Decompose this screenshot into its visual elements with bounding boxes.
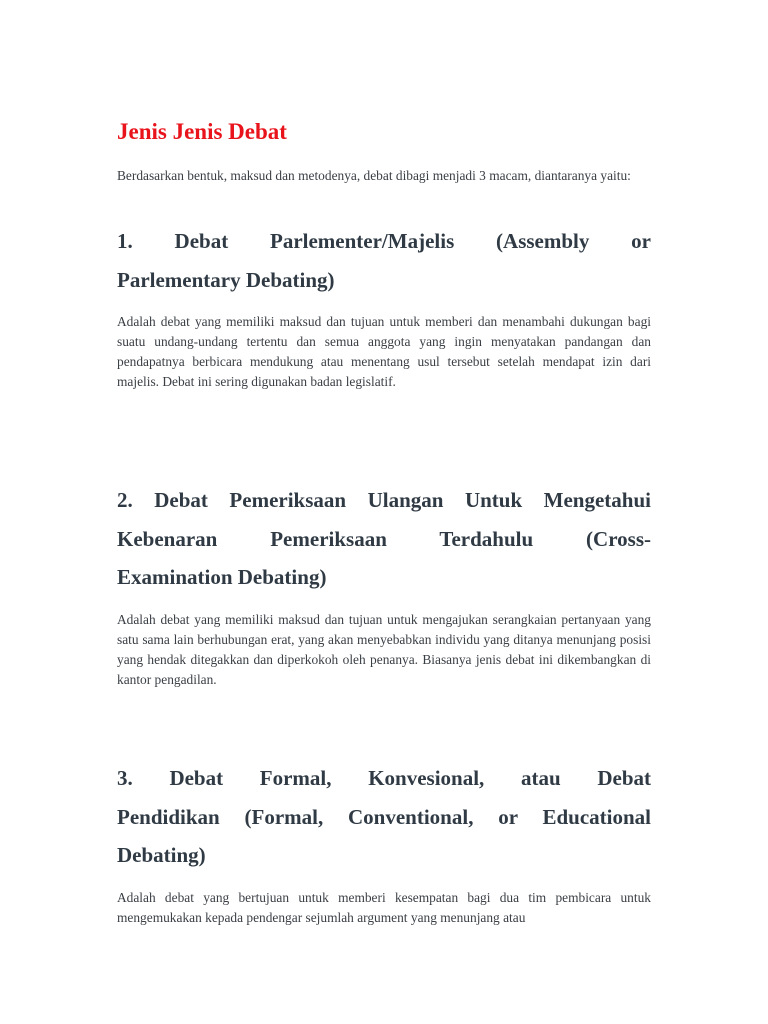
section-1-heading-text-1: Debat Parlementer/Majelis (Assembly or <box>174 229 651 253</box>
section-1-heading-line-2: Parlementary Debating) <box>117 267 335 292</box>
section-2-heading-text-1: Debat Pemeriksaan Ulangan Untuk Mengetahui <box>154 488 651 512</box>
section-1-heading <box>117 222 651 299</box>
section-2-number: 2. <box>117 488 133 512</box>
section-3-heading <box>117 759 651 875</box>
page-title: Jenis Jenis Debat <box>117 119 287 144</box>
section-1-heading-line-1 <box>117 222 651 261</box>
section-3-heading-line-3: Debating) <box>117 843 206 867</box>
section-3-heading-line-1 <box>117 759 651 798</box>
section-2-heading <box>117 481 651 597</box>
section-1-number: 1. <box>117 229 133 253</box>
section-3-paragraph: Adalah debat yang bertujuan untuk memberi kesempatan bagi dua tim pembicara untuk mengemukakan kepada pendengar sejumlah argument yang menunjang atau <box>117 890 651 925</box>
section-3-heading-text-1: Debat Formal, Konvesional, atau Debat <box>169 766 651 790</box>
section-3-number: 3. <box>117 766 133 790</box>
section-2-paragraph: Adalah debat yang memiliki maksud dan tujuan untuk mengajukan serangkaian pertanyaan yang satu sama lain berhubungan erat, yang akan menyebabkan individu yang ditanya menunjang posisi yang hendak ditegakkan dan diperkokoh oleh penanya. Biasanya jenis debat ini dikembangkan di kantor pengadilan. <box>117 612 651 687</box>
section-2-heading-line-3: Examination Debating) <box>117 565 327 589</box>
section-1-paragraph: Adalah debat yang memiliki maksud dan tujuan untuk memberi dan menambahi dukungan bagi suatu undang-undang tertentu dan semua anggota yang ingin menyatakan pandangan dan pendapatnya berbicara mendukung atau menentang usul tersebut setelah mendapat izin dari majelis. Debat ini sering digunakan badan legislatif. <box>117 314 651 389</box>
section-3-heading-line-2: Pendidikan (Formal, Conventional, or Educational <box>117 804 651 829</box>
intro-paragraph: Berdasarkan bentuk, maksud dan metodenya, debat dibagi menjadi 3 macam, diantaranya yaitu: <box>117 168 631 183</box>
section-2-heading-line-2: Kebenaran Pemeriksaan Terdahulu (Cross- <box>117 526 651 551</box>
section-2-heading-line-1 <box>117 481 651 520</box>
